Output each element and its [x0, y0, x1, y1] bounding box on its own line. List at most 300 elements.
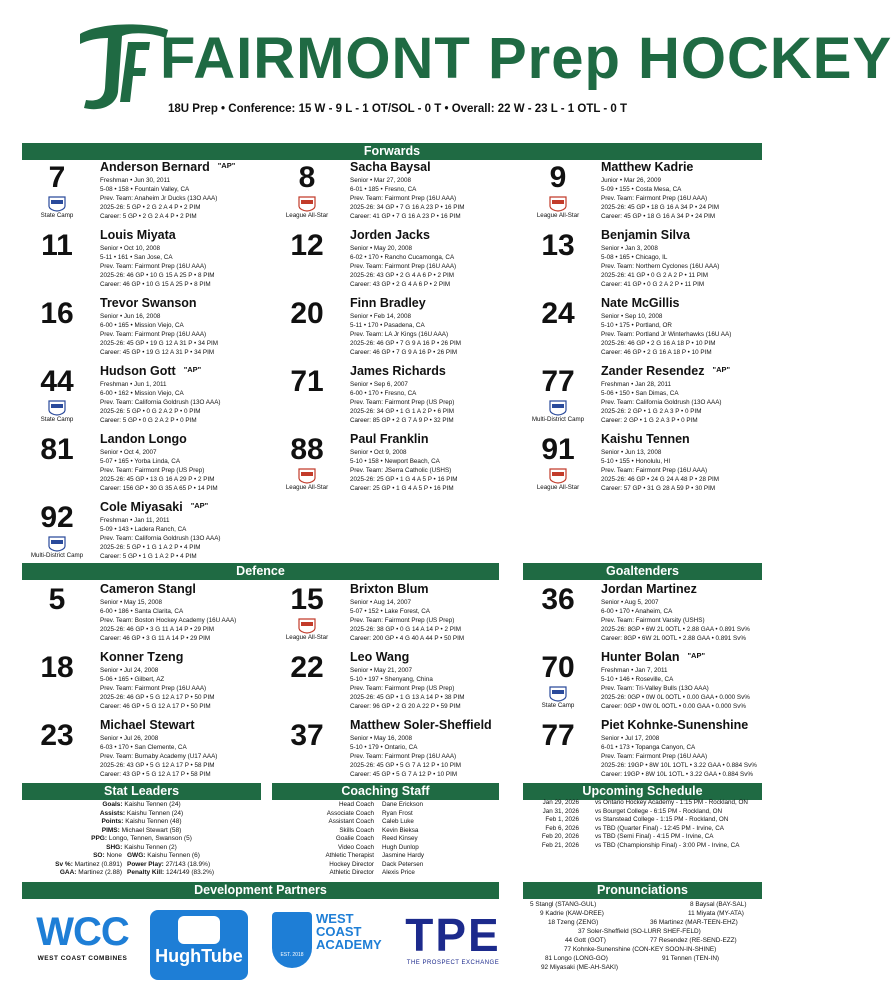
- stat-shg: SHG: Kaishu Tennen (2): [106, 843, 177, 851]
- forwards-heading: Forwards: [22, 143, 762, 160]
- player-info-line: Freshman • Jun 1, 2011: [100, 381, 167, 388]
- player-info-line: Senior • Mar 27, 2008: [350, 177, 412, 184]
- player-info-line: Senior • Jul 17, 2008: [601, 735, 660, 742]
- player-info-line: Career: 5 GP • 1 G 1 A 2 P • 4 PIM: [100, 553, 197, 560]
- player-info-line: 5-10 • 175 • Portland, OR: [601, 322, 672, 329]
- jersey-number: 88: [290, 433, 324, 466]
- player-info-line: 2025-26: 45 GP • 5 G 7 A 12 P • 10 PIM: [350, 762, 461, 769]
- game-info: vs Stanstead College - 1:15 PM - Rockland, ON: [595, 816, 729, 823]
- player-info-line: Career: 46 GP • 10 G 15 A 25 P • 8 PIM: [100, 281, 211, 288]
- coach-name: Dack Petersen: [382, 860, 424, 868]
- stat-points: Points: Kaishu Tennen (48): [101, 818, 182, 825]
- player-info-line: Career: 46 GP • 7 G 9 A 16 P • 26 PIM: [350, 349, 458, 356]
- game-info: vs TBD (Semi Final) - 4:15 PM - Irvine, CA: [595, 833, 714, 840]
- player-info-line: 2025-26: 46 GP • 7 G 9 A 16 P • 26 PIM: [350, 340, 461, 347]
- player-card: [272, 650, 522, 718]
- player-info-line: Career: 46 GP • 3 G 11 A 14 P • 29 PIM: [100, 635, 211, 642]
- player-info-line: 6-03 • 170 • San Clemente, CA: [100, 744, 187, 751]
- coach-name: Ryan Frost: [382, 809, 413, 817]
- player-info-line: 2025-26: 5 GP • 1 G 1 A 2 P • 4 PIM: [100, 544, 201, 551]
- coach-role: Skills Coach: [339, 826, 374, 834]
- player-info-line: 2025-26: 46 GP • 2 G 16 A 18 P • 10 PIM: [601, 340, 716, 347]
- player-info-line: Career: 5 GP • 0 G 2 A 2 P • 0 PIM: [100, 417, 197, 424]
- player-info-line: Senior • May 15, 2008: [100, 599, 163, 606]
- game-date: Feb 21, 2026: [541, 841, 579, 849]
- player-name: Benjamin Silva: [601, 228, 690, 242]
- player-info-line: Career: 156 GP • 30 G 35 A 65 P • 14 PIM: [100, 485, 218, 492]
- badge-label: Multi-District Camp: [30, 552, 84, 559]
- game-date: Jan 31, 2026: [542, 807, 579, 815]
- player-info-line: 2025-26: 25 GP • 1 G 4 A 5 P • 16 PIM: [350, 476, 458, 483]
- player-info-line: 2025-26: 46 GP • 5 G 12 A 17 P • 50 PIM: [100, 694, 215, 701]
- badge-label: State Camp: [40, 212, 74, 219]
- jersey-number: 11: [41, 229, 73, 262]
- player-info-line: Prev. Team: Fairmont Prep (16U AAA): [601, 753, 708, 760]
- player-card: [22, 364, 272, 432]
- coach-role: Hockey Director: [329, 860, 374, 868]
- player-info-line: Career: 5 GP • 2 G 2 A 4 P • 2 PIM: [100, 213, 197, 220]
- player-info-line: Career: 43 GP • 5 G 12 A 17 P • 58 PIM: [100, 771, 211, 778]
- player-name: Paul Franklin: [350, 432, 429, 446]
- pronunciation-item: 92 Miyasaki (ME-AH-SAKI): [541, 964, 619, 971]
- player-card: [523, 432, 773, 500]
- player-info-line: Senior • Jan 3, 2008: [601, 245, 658, 252]
- jersey-number: 44: [40, 365, 74, 398]
- player-name: Michael Stewart: [100, 718, 195, 732]
- player-info-line: Prev. Team: Tri-Valley Bulls (13O AAA): [601, 685, 709, 692]
- tpe-logo-subtitle: THE PROSPECT EXCHANGE: [406, 960, 500, 966]
- player-info-line: Career: 19GP • 8W 10L 1OTL • 3.22 GAA • 0.884 Sv%: [601, 771, 753, 778]
- player-name: Landon Longo: [100, 432, 187, 446]
- player-name: Zander Resendez $^{"AP"}$: [601, 364, 731, 378]
- player-info-line: Prev. Team: Fairmont Prep (16U AAA): [350, 195, 457, 202]
- jersey-number: 20: [290, 297, 324, 330]
- player-card: [22, 228, 272, 296]
- development-partners-heading: Development Partners: [22, 882, 499, 899]
- wca-logo-text: WEST COAST ACADEMY: [316, 911, 382, 952]
- player-info-line: Senior • Oct 9, 2008: [350, 449, 407, 456]
- player-name: Sacha Baysal: [350, 160, 431, 174]
- player-info-line: Career: 41 GP • 7 G 16 A 23 P • 16 PIM: [350, 213, 461, 220]
- player-info-line: 2025-26: 46 GP • 3 G 11 A 14 P • 29 PIM: [100, 626, 214, 633]
- wca-est: EST. 2018: [280, 952, 304, 958]
- player-info-line: Senior • Jun 16, 2008: [100, 313, 161, 320]
- player-info-line: Career: 46 GP • 5 G 12 A 17 P • 50 PIM: [100, 703, 211, 710]
- player-card: [272, 364, 522, 432]
- player-info-line: 2025-26: 45 GP • 13 G 16 A 29 P • 2 PIM: [100, 476, 215, 483]
- player-info-line: Prev. Team: Fairmont Prep (US Prep): [350, 617, 455, 624]
- jersey-number: 24: [541, 297, 575, 330]
- stat-pims: PIMS: Michael Stewart (58): [101, 826, 182, 834]
- player-info-line: Senior • May 16, 2008: [350, 735, 413, 742]
- pronunciation-item: 81 Longo (LONG-GO): [545, 955, 608, 962]
- player-info-line: 2025-26: 2 GP • 1 G 2 A 3 P • 0 PIM: [601, 408, 702, 415]
- player-info-line: Senior • Feb 14, 2008: [350, 313, 412, 320]
- coach-role: Associate Coach: [326, 809, 374, 817]
- player-info-line: 2025-26: 5 GP • 2 G 2 A 4 P • 2 PIM: [100, 204, 201, 211]
- jersey-number: 5: [48, 583, 66, 616]
- pronunciation-item: 37 Soler-Sheffield (SO-LURR SHEF-FELD): [578, 928, 701, 935]
- player-info-line: Prev. Team: Burnaby Academy (U17 AAA): [100, 753, 218, 760]
- player-info-line: Career: 43 GP • 2 G 4 A 6 P • 2 PIM: [350, 281, 451, 288]
- coach-name: Caleb Luke: [382, 818, 414, 825]
- player-name: Trevor Swanson: [100, 296, 197, 310]
- player-card: [523, 718, 773, 786]
- player-info-line: 2025-26: 41 GP • 0 G 2 A 2 P • 11 PIM: [601, 272, 708, 279]
- player-info-line: Freshman • Jan 11, 2011: [100, 517, 170, 524]
- player-name: James Richards: [350, 364, 446, 378]
- player-name: Finn Bradley: [350, 296, 426, 310]
- ap-tag: "AP": [687, 651, 706, 660]
- player-info-line: Prev. Team: Fairmont Prep (16U AAA): [601, 467, 708, 474]
- badge-label: League All-Star: [285, 212, 329, 219]
- player-info-line: Prev. Team: California Goldrush (13O AAA): [601, 399, 722, 406]
- player-info-line: 2025-26: 38 GP • 0 G 14 A 14 P • 2 PIM: [350, 626, 461, 633]
- jersey-number: 18: [40, 651, 74, 684]
- coach-name: Alexis Price: [382, 869, 415, 876]
- coach-name: Hugh Dunlop: [382, 843, 419, 851]
- player-info-line: 5-10 • 179 • Ontario, CA: [350, 744, 418, 751]
- hughtube-logo[interactable]: [150, 910, 248, 980]
- defence-heading: Defence: [22, 563, 499, 580]
- pronunciation-item: 9 Kadrie (KAW-DREE): [540, 910, 604, 917]
- coach-name: Jasmine Hardy: [382, 852, 424, 859]
- player-info-line: Career: 57 GP • 31 G 28 A 59 P • 30 PIM: [601, 485, 716, 492]
- goaltenders-heading: Goaltenders: [523, 563, 762, 580]
- badge-icon: [298, 618, 316, 634]
- stat-assists: Assists: Kaishu Tennen (24): [99, 809, 184, 817]
- player-name: Cameron Stangl: [100, 582, 196, 596]
- pronunciation-item: 11 Miyata (MY-ATA): [688, 910, 744, 917]
- player-info-line: 5-07 • 152 • Lake Forest, CA: [350, 608, 431, 615]
- player-info-line: 2025-26: 34 GP • 7 G 16 A 23 P • 16 PIM: [350, 204, 465, 211]
- player-card: [272, 228, 522, 296]
- player-info-line: Prev. Team: Fairmont Prep (16U AAA): [100, 685, 207, 692]
- player-info-line: 5-10 • 155 • Honolulu, HI: [601, 458, 671, 465]
- player-info-line: 5-11 • 161 • San Jose, CA: [100, 254, 173, 261]
- pronunciation-item: 36 Martinez (MAR-TEEN-EHZ): [650, 919, 738, 926]
- player-info-line: Prev. Team: Fairmont Varsity (USHS): [601, 617, 705, 624]
- player-info-line: Senior • Sep 10, 2008: [601, 313, 663, 320]
- player-info-line: 5-10 • 146 • Roseville, CA: [601, 676, 674, 683]
- west-coast-academy-logo[interactable]: [272, 910, 382, 974]
- jersey-number: 16: [40, 297, 74, 330]
- player-name: Hunter Bolan $^{"AP"}$: [601, 650, 706, 664]
- badge-icon: [549, 196, 567, 212]
- player-info-line: Career: 45 GP • 18 G 16 A 34 P • 24 PIM: [601, 213, 716, 220]
- player-info-line: Prev. Team: Northern Cyclones (16U AAA): [601, 263, 720, 270]
- player-card: [22, 500, 272, 568]
- player-card: [22, 296, 272, 364]
- player-info-line: Senior • Oct 10, 2008: [100, 245, 160, 252]
- player-info-line: Prev. Team: California Goldrush (13O AAA): [100, 535, 221, 542]
- jersey-number: 71: [290, 365, 324, 398]
- game-info: vs TBD (Quarter Final) - 12:45 PM - Irvine, CA: [595, 824, 725, 832]
- player-info-line: Senior • May 20, 2008: [350, 245, 413, 252]
- jersey-number: 77: [541, 719, 575, 752]
- jersey-number: 36: [541, 583, 575, 616]
- team-record: 18U Prep • Conference: 15 W - 9 L - 1 OT/SOL - 0 T • Overall: 22 W - 23 L - 1 OTL - 0 T: [168, 103, 628, 115]
- player-info-line: Prev. Team: Fairmont Prep (16U AAA): [350, 753, 457, 760]
- shield-icon: [272, 912, 312, 968]
- stat-so: SO: None: [93, 852, 122, 859]
- player-card: [523, 160, 773, 228]
- pronunciation-item: 91 Tennen (TEN-IN): [662, 955, 720, 962]
- jersey-number: 23: [40, 719, 74, 752]
- player-info-line: 5-08 • 158 • Fountain Valley, CA: [100, 186, 190, 193]
- player-info-line: Prev. Team: Fairmont Prep (US Prep): [100, 467, 205, 474]
- player-info-line: 5-10 • 197 • Shenyang, China: [350, 676, 433, 683]
- player-info-line: Prev. Team: Fairmont Prep (16U AAA): [100, 263, 207, 270]
- player-info-line: 2025-26: 43 GP • 5 G 12 A 17 P • 58 PIM: [100, 762, 215, 769]
- ap-tag: "AP": [217, 161, 236, 170]
- player-info-line: Senior • Oct 4, 2007: [100, 449, 157, 456]
- game-date: Feb 1, 2026: [545, 816, 579, 823]
- player-info-line: 5-09 • 155 • Costa Mesa, CA: [601, 186, 682, 193]
- badge-label: League All-Star: [285, 484, 329, 491]
- stat-power-play: Power Play: 27/143 (18.9%): [127, 860, 211, 868]
- pronunciations-heading: Pronunciations: [523, 882, 762, 899]
- badge-icon: [48, 196, 66, 212]
- stat-goals: Goals: Kaishu Tennen (24): [102, 801, 181, 808]
- player-info-line: 5-06 • 165 • Gilbert, AZ: [100, 676, 165, 683]
- player-card: [272, 718, 522, 786]
- jersey-number: 9: [549, 161, 567, 194]
- game-info: vs Bourget College - 6:15 PM - Rockland, ON: [595, 807, 723, 815]
- player-name: Nate McGillis: [601, 296, 680, 310]
- badge-label: League All-Star: [285, 634, 329, 641]
- player-info-line: 2025-26: 5 GP • 0 G 2 A 2 P • 0 PIM: [100, 408, 201, 415]
- badge-icon: [298, 196, 316, 212]
- player-card: [523, 582, 773, 650]
- stat-penalty-kill: Penalty Kill: 124/149 (83.2%): [127, 869, 215, 876]
- game-info: vs Ontario Hockey Academy - 1:15 PM - Rockland, ON: [595, 799, 748, 806]
- player-info-line: Prev. Team: JSerra Catholic (USHS): [350, 467, 452, 474]
- player-info-line: Senior • Jun 13, 2008: [601, 449, 662, 456]
- badge-icon: [298, 468, 316, 484]
- player-info-line: 2025-26: 19GP • 8W 10L 1OTL • 3.22 GAA • 0.884 Sv%: [601, 762, 757, 769]
- player-info-line: Prev. Team: Fairmont Prep (16U AAA): [100, 331, 207, 338]
- stat-sv: Sv %: Martinez (0.891): [55, 860, 122, 868]
- player-info-line: Senior • Jul 26, 2008: [100, 735, 159, 742]
- player-info-line: Prev. Team: Fairmont Prep (US Prep): [350, 399, 455, 406]
- player-info-line: 2025-26: 45 GP • 18 G 16 A 34 P • 24 PIM: [601, 204, 719, 211]
- player-info-line: Prev. Team: Fairmont Prep (US Prep): [350, 685, 455, 692]
- player-info-line: Prev. Team: Fairmont Prep (16U AAA): [350, 263, 457, 270]
- wcc-logo[interactable]: [35, 910, 130, 970]
- badge-label: State Camp: [40, 416, 74, 423]
- player-name: Anderson Bernard $^{"AP"}$: [100, 160, 236, 174]
- player-card: [22, 432, 272, 500]
- player-card: [523, 650, 773, 718]
- badge-icon: [48, 536, 66, 552]
- player-info-line: 5-09 • 143 • Ladera Ranch, CA: [100, 526, 187, 533]
- coach-name: Dane Erickson: [382, 801, 423, 808]
- player-info-line: 5-10 • 158 • Newport Beach, CA: [350, 458, 440, 465]
- player-info-line: 6-02 • 170 • Rancho Cucamonga, CA: [350, 254, 455, 261]
- pronunciation-item: 77 Resendez (RE-SEND-EZZ): [650, 937, 737, 944]
- tpe-logo-text: TPE: [405, 909, 501, 961]
- page-title: FAIRMONT Prep HOCKEY: [160, 26, 892, 91]
- fp-logo-icon: [70, 22, 170, 112]
- game-info: vs TBD (Championship Final) - 3:00 PM - Irvine, CA: [595, 841, 740, 849]
- game-date: Feb 20, 2026: [541, 833, 579, 840]
- badge-icon: [549, 468, 567, 484]
- pronunciation-item: 77 Kohnke-Sunenshine (CON-KEY SOON-IN-SHINE): [564, 946, 717, 953]
- player-info-line: Career: 45 GP • 5 G 7 A 12 P • 10 PIM: [350, 771, 458, 778]
- player-info-line: Senior • Jul 24, 2008: [100, 667, 159, 674]
- player-info-line: Senior • Aug 5, 2007: [601, 599, 659, 606]
- jersey-number: 91: [541, 433, 575, 466]
- player-name: Brixton Blum: [350, 582, 429, 596]
- ap-tag: "AP": [183, 365, 202, 374]
- jersey-number: 8: [298, 161, 316, 194]
- player-info-line: Career: 200 GP • 4 G 40 A 44 P • 50 PIM: [350, 635, 465, 642]
- jersey-number: 92: [40, 501, 74, 534]
- hughtube-logo-text: HughTube: [155, 946, 243, 966]
- player-info-line: Career: 2 GP • 1 G 2 A 3 P • 0 PIM: [601, 417, 698, 424]
- player-info-line: Career: 46 GP • 2 G 16 A 18 P • 10 PIM: [601, 349, 712, 356]
- player-name: Louis Miyata: [100, 228, 176, 242]
- coach-name: Reed Kinsey: [382, 835, 418, 842]
- player-info-line: Freshman • Jun 30, 2011: [100, 177, 170, 184]
- player-card: [272, 296, 522, 364]
- player-info-line: 5-07 • 165 • Yorba Linda, CA: [100, 458, 181, 465]
- ap-tag: "AP": [712, 365, 731, 374]
- player-info-line: 6-01 • 185 • Fresno, CA: [350, 186, 417, 193]
- wcc-logo-text: WCC: [36, 910, 129, 954]
- jersey-number: 7: [48, 161, 66, 194]
- player-card: [22, 650, 272, 718]
- coach-role: Head Coach: [338, 801, 374, 808]
- player-info-line: Junior • Mar 26, 2009: [601, 177, 661, 184]
- player-info-line: Career: 41 GP • 0 G 2 A 2 P • 11 PIM: [601, 281, 705, 288]
- coach-role: Athletic Therapist: [325, 852, 374, 859]
- player-name: Piet Kohnke-Sunenshine: [601, 718, 749, 732]
- player-name: Hudson Gott $^{"AP"}$: [100, 364, 202, 378]
- pronunciation-item: 44 Gott (GOT): [565, 937, 606, 944]
- player-card: [523, 296, 773, 364]
- coach-role: Goalie Coach: [335, 835, 374, 842]
- coach-name: Kevin Bieksa: [382, 826, 419, 834]
- badge-label: League All-Star: [536, 484, 580, 491]
- badge-label: State Camp: [541, 702, 575, 709]
- game-date: Jan 29, 2026: [542, 799, 579, 806]
- player-info-line: 6-00 • 170 • Anaheim, CA: [601, 608, 673, 615]
- jersey-number: 77: [541, 365, 575, 398]
- jersey-number: 37: [290, 719, 324, 752]
- player-card: [523, 228, 773, 296]
- player-info-line: 2025-26: 46 GP • 24 G 24 A 48 P • 28 PIM: [601, 476, 719, 483]
- player-info-line: Prev. Team: Fairmont Prep (16U AAA): [601, 195, 708, 202]
- upcoming-schedule-heading: Upcoming Schedule: [523, 783, 762, 800]
- player-info-line: Senior • May 21, 2007: [350, 667, 413, 674]
- player-info-line: Prev. Team: LA Jr Kings (16U AAA): [350, 331, 449, 338]
- player-info-line: Prev. Team: Anaheim Jr Ducks (13O AAA): [100, 195, 218, 202]
- player-info-line: 2025-26: 8GP • 6W 2L 0OTL • 2.88 GAA • 0.891 Sv%: [601, 626, 750, 633]
- player-info-line: Senior • Sep 6, 2007: [350, 381, 408, 388]
- jersey-number: 81: [40, 433, 74, 466]
- player-info-line: Career: 96 GP • 2 G 20 A 22 P • 59 PIM: [350, 703, 461, 710]
- player-card: [523, 364, 773, 432]
- player-name: Leo Wang: [350, 650, 410, 664]
- player-name: Konner Tzeng: [100, 650, 184, 664]
- play-icon: [178, 916, 220, 944]
- player-card: [22, 582, 272, 650]
- player-card: [22, 160, 272, 228]
- player-info-line: 2025-26: 45 GP • 19 G 12 A 31 P • 34 PIM: [100, 340, 218, 347]
- stat-ppg: PPG: Longo, Tennen, Swanson (5): [91, 835, 192, 842]
- badge-icon: [549, 400, 567, 416]
- game-date: Feb 6, 2026: [545, 824, 579, 832]
- player-info-line: 6-01 • 173 • Topanga Canyon, CA: [601, 744, 696, 751]
- jersey-number: 70: [541, 651, 575, 684]
- pronunciation-item: 8 Baysal (BAY-SAL): [690, 901, 747, 908]
- tpe-logo[interactable]: [398, 908, 508, 974]
- pronunciation-item: 18 Tzeng (ZENG): [548, 919, 599, 926]
- player-info-line: Prev. Team: California Goldrush (13O AAA): [100, 399, 221, 406]
- player-info-line: 5-06 • 150 • San Dimas, CA: [601, 390, 679, 397]
- player-card: [272, 432, 522, 500]
- player-name: Kaishu Tennen: [601, 432, 690, 446]
- player-info-line: 6-00 • 162 • Mission Viejo, CA: [100, 390, 184, 397]
- player-card: [272, 160, 522, 228]
- player-info-line: Career: 8GP • 6W 2L 0OTL • 2.88 GAA • 0.891 Sv%: [601, 635, 746, 642]
- page-header: [0, 0, 892, 130]
- player-info-line: 2025-26: 43 GP • 2 G 4 A 6 P • 2 PIM: [350, 272, 454, 279]
- wcc-logo-subtitle: WEST COAST COMBINES: [37, 955, 128, 962]
- jersey-number: 22: [290, 651, 324, 684]
- coaching-staff-heading: Coaching Staff: [272, 783, 499, 800]
- ap-tag: "AP": [190, 501, 209, 510]
- player-name: Jordan Martinez: [601, 582, 697, 596]
- player-name: Jorden Jacks: [350, 228, 430, 242]
- coach-role: Assistant Coach: [328, 818, 374, 825]
- player-info-line: 2025-26: 34 GP • 1 G 1 A 2 P • 6 PIM: [350, 408, 454, 415]
- player-info-line: Career: 85 GP • 2 G 7 A 9 P • 32 PIM: [350, 417, 454, 424]
- player-info-line: Freshman • Jan 7, 2011: [601, 667, 668, 674]
- player-info-line: Senior • Aug 14, 2007: [350, 599, 412, 606]
- player-name: Matthew Soler-Sheffield: [350, 718, 492, 732]
- player-info-line: 6-00 • 165 • Mission Viejo, CA: [100, 322, 184, 329]
- player-card: [22, 718, 272, 786]
- stat-gaa: GAA: Martinez (2.88): [59, 869, 122, 876]
- player-info-line: 5-08 • 165 • Chicago, IL: [601, 254, 668, 261]
- player-info-line: Prev. Team: Boston Hockey Academy (16U AAA): [100, 617, 237, 624]
- player-info-line: Prev. Team: Portland Jr Winterhawks (16U AA): [601, 331, 732, 338]
- jersey-number: 12: [290, 229, 324, 262]
- player-info-line: 5-11 • 170 • Pasadena, CA: [350, 322, 425, 329]
- badge-label: League All-Star: [536, 212, 580, 219]
- player-info-line: Career: 0GP • 0W 0L 0OTL • 0.00 GAA • 0.000 Sv%: [601, 703, 746, 710]
- player-card: [272, 582, 522, 650]
- stat-gwg: GWG: Kaishu Tennen (6): [127, 852, 200, 859]
- jersey-number: 13: [541, 229, 575, 262]
- coach-role: Athletic Director: [329, 869, 374, 876]
- player-info-line: Freshman • Jan 28, 2011: [601, 381, 671, 388]
- coach-role: Video Coach: [338, 843, 374, 851]
- player-info-line: 6-00 • 170 • Fresno, CA: [350, 390, 417, 397]
- pronunciation-item: 5 Stangl (STANG-GUL): [530, 901, 597, 908]
- player-name: Matthew Kadrie: [601, 160, 694, 174]
- player-info-line: 6-00 • 186 • Santa Clarita, CA: [100, 608, 184, 615]
- badge-icon: [549, 686, 567, 702]
- player-info-line: 2025-26: 46 GP • 10 G 15 A 25 P • 8 PIM: [100, 272, 215, 279]
- player-info-line: 2025-26: 0GP • 0W 0L 0OTL • 0.00 GAA • 0.000 Sv%: [601, 694, 750, 701]
- player-info-line: Career: 45 GP • 19 G 12 A 31 P • 34 PIM: [100, 349, 215, 356]
- stat-leaders-heading: Stat Leaders: [22, 783, 261, 800]
- jersey-number: 15: [290, 583, 324, 616]
